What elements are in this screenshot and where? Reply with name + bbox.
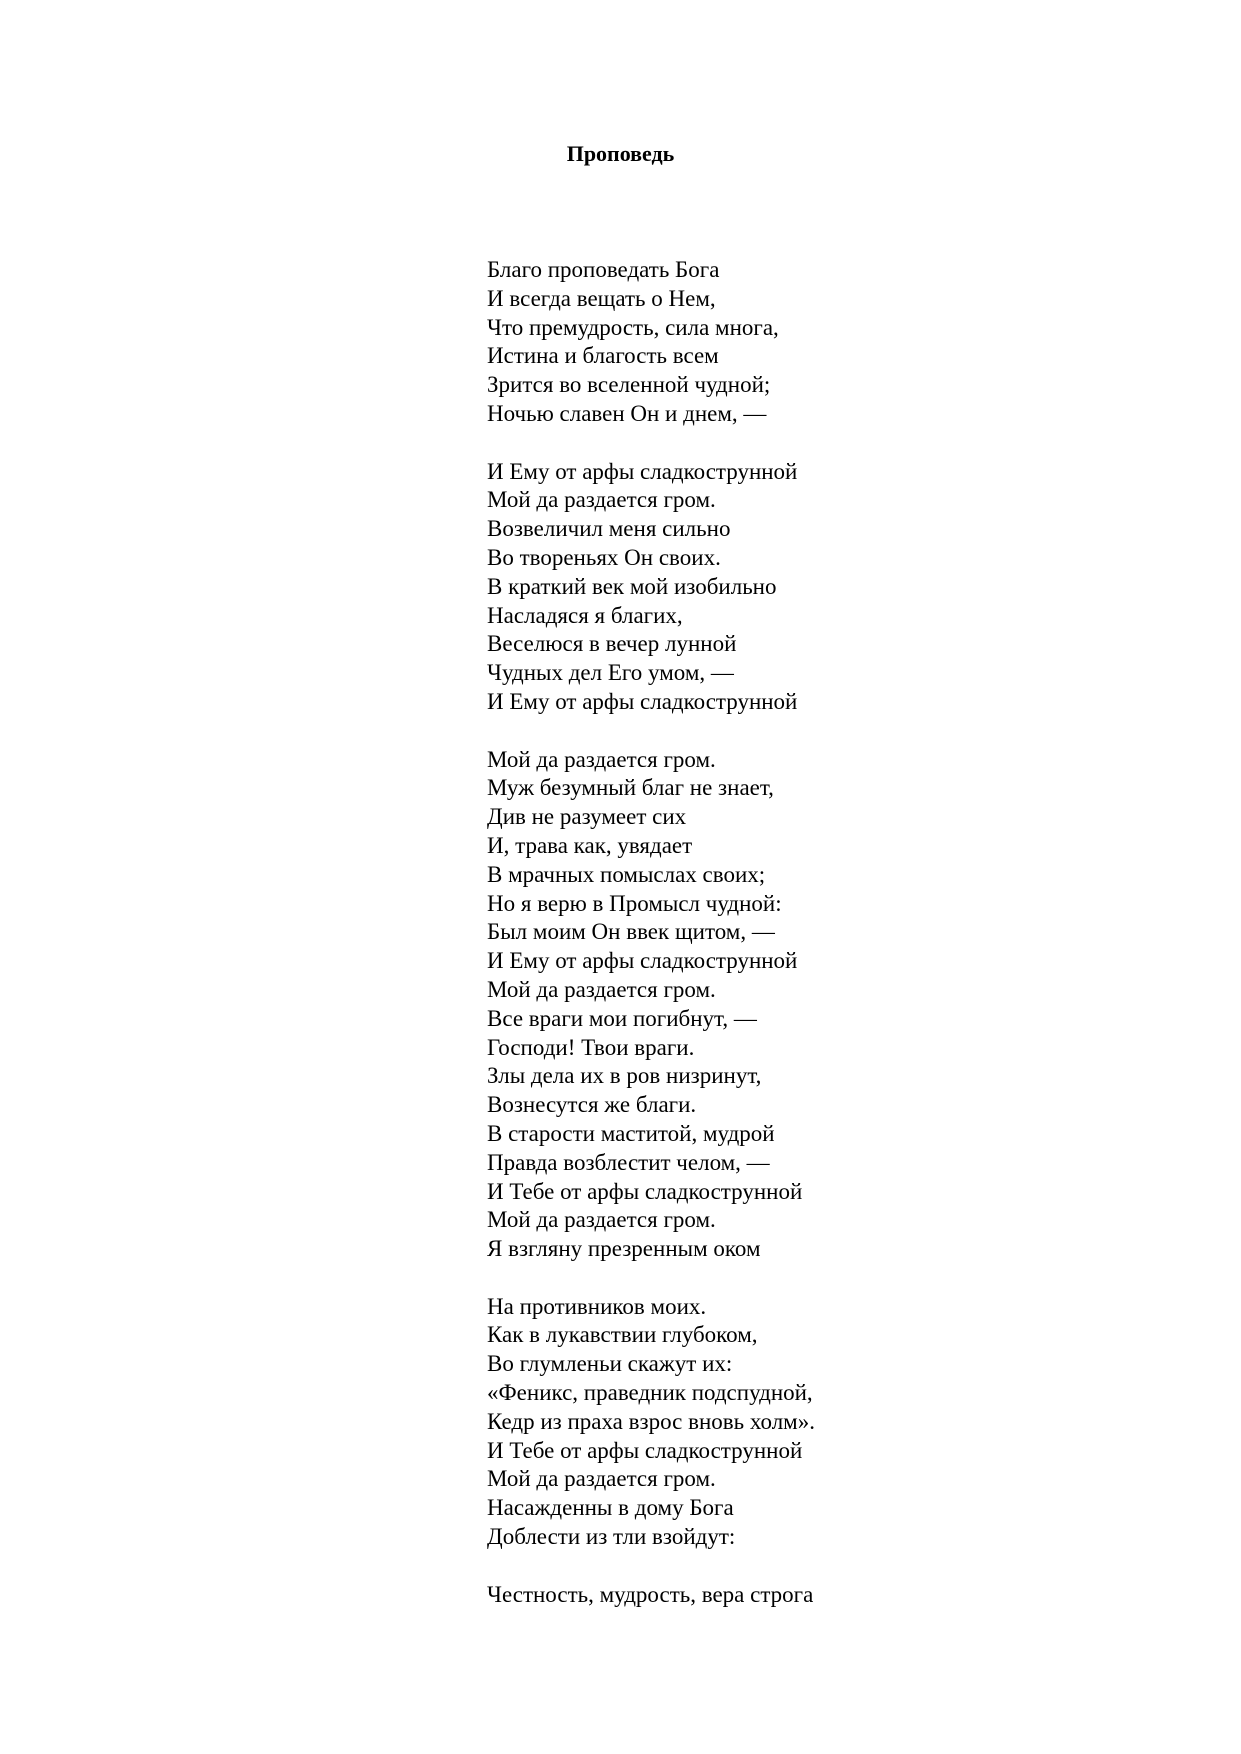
poem-line: В мрачных помыслах своих; (487, 861, 766, 887)
poem-line: И Ему от арфы сладкострунной (487, 458, 798, 484)
poem-line: Насладяся я благих, (487, 602, 683, 628)
poem-line: Муж безумный благ не знает, (487, 775, 774, 801)
poem-line: Возвеличил меня сильно (487, 516, 731, 542)
poem-line: И Тебе от арфы сладкострунной (487, 1178, 803, 1204)
poem-line: Благо проповедать Бога (487, 257, 720, 282)
poem-line: Как в лукавствии глубоком, (487, 1322, 758, 1348)
poem-line: Мой да раздается гром. (487, 487, 716, 513)
poem-line: Господи! Твои враги. (487, 1034, 695, 1060)
stanza (487, 256, 815, 429)
poem-line: Но я верю в Промысл чудной: (487, 890, 782, 916)
page-title: Проповедь (566, 141, 675, 166)
stanza (487, 1581, 815, 1610)
stanza (487, 746, 815, 1264)
poem-line: И Тебе от арфы сладкострунной (487, 1437, 803, 1463)
poem-line: И Ему от арфы сладкострунной (487, 688, 798, 714)
poem-line: В старости маститой, мудрой (487, 1120, 775, 1146)
poem-line: Что премудрость, сила многа, (487, 314, 779, 340)
poem-line: Мой да раздается гром. (487, 746, 716, 772)
poem-line: Веселюся в вечер лунной (487, 631, 737, 657)
poem-line: И всегда вещать о Нем, (487, 285, 716, 311)
poem-line: Вознесутся же благи. (487, 1092, 697, 1118)
poem-line: Насажденны в дому Бога (487, 1495, 734, 1521)
poem-line: Был моим Он ввек щитом, — (487, 919, 775, 945)
poem-line: Во твореньях Он своих. (487, 544, 721, 570)
poem-line: Див не разумеет сих (487, 804, 687, 830)
poem-line: Доблести из тли взойдут: (487, 1524, 736, 1550)
poem-line: Истина и благость всем (487, 343, 719, 369)
poem-line: Кедр из праха взрос вновь холм». (487, 1408, 815, 1434)
poem-line: Честность, мудрость, вера строга (487, 1581, 814, 1607)
stanza (487, 458, 815, 717)
poem-line: «Феникс, праведник подспудной, (487, 1380, 813, 1406)
stanza (487, 1293, 815, 1552)
poem-line: На противников моих. (487, 1293, 707, 1319)
poem-line: Во глумленьи скажут их: (487, 1351, 733, 1377)
poem-line: Зрится во вселенной чудной; (487, 372, 771, 398)
poem-line: Правда возблестит челом, — (487, 1149, 770, 1175)
poem-line: Ночью славен Он и днем, — (487, 400, 767, 426)
poem-line: И, трава как, увядает (487, 832, 693, 858)
poem-line: В краткий век мой изобильно (487, 573, 777, 599)
poem-line: Чудных дел Его умом, — (487, 660, 734, 686)
poem-line: Мой да раздается гром. (487, 1466, 716, 1492)
poem-line: Мой да раздается гром. (487, 1207, 716, 1233)
poem-line: Все враги мои погибнут, — (487, 1005, 757, 1031)
poem-line: И Ему от арфы сладкострунной (487, 948, 798, 974)
poem-line: Мой да раздается гром. (487, 976, 716, 1002)
poem-line: Я взгляну презренным оком (487, 1236, 761, 1262)
poem-line: Злы дела их в ров низринут, (487, 1063, 762, 1089)
poem-body (487, 256, 815, 1609)
